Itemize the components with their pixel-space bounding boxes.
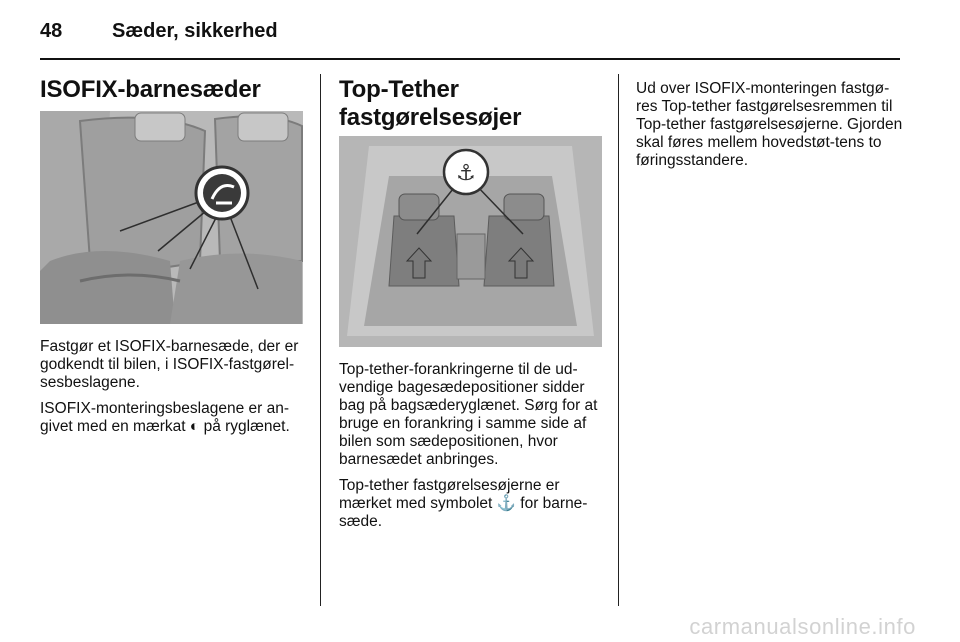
column-top-tether [339, 76, 607, 132]
column-divider-1 [320, 74, 321, 606]
top-tether-paragraph-2-text-b: for barne-sæde. [339, 495, 588, 530]
isofix-symbol-icon: ◐ [189, 418, 200, 435]
chapter-title: Sæder, sikkerhed [112, 20, 278, 42]
top-tether-paragraph-2 [339, 477, 607, 531]
anchor-icon: ⚓ [496, 495, 516, 512]
figure-isofix-seats [40, 111, 303, 324]
svg-text:⚓: ⚓ [456, 161, 476, 186]
isofix-paragraph-1: Fastgør et ISOFIX-barnesæde, der er godkendt til bilen, i ISOFIX-fastgørel-sesbeslagene. [40, 338, 299, 391]
isofix-paragraph-2-text-b: på ryglænet. [203, 418, 290, 435]
column-isofix-text [40, 338, 308, 444]
column-divider-2 [618, 74, 619, 606]
top-tether-paragraph-1: Top-tether-forankringerne til de ud-vendige bagesædepositioner sidder bag på bagsæderyglænet. Sørg for at bruge en forankring i samme side af bilen som sædepositionen, hvor barnesædet anbringes. [339, 361, 598, 468]
column-continued [636, 80, 904, 178]
isofix-paragraph-2 [40, 400, 308, 436]
watermark: carmanualsonline.info [689, 614, 916, 639]
continued-paragraph: Ud over ISOFIX-monteringen fastgø-res Top-tether fastgørelsesremmen til Top-tether fastgørelsesøjerne. Gjorden skal føres mellem hovedstøt-tens to føringsstandere. [636, 80, 903, 169]
page-number: 48 [40, 20, 63, 42]
column-isofix [40, 76, 308, 104]
top-tether-paragraph-2-text-a: Top-tether fastgørelsesøjerne er mærket med symbolet [339, 477, 560, 512]
section-title-isofix: ISOFIX-barnesæder [40, 76, 261, 103]
header-rule [40, 58, 900, 60]
column-top-tether-text [339, 361, 607, 539]
isofix-paragraph-2-text-a: ISOFIX-monteringsbeslagene er an-givet med en mærkat [40, 400, 289, 435]
section-title-top-tether-2: fastgørelsesøjer [339, 104, 522, 131]
figure-top-tether-trunk [339, 136, 602, 347]
section-title-top-tether-1: Top-Tether [339, 76, 459, 103]
